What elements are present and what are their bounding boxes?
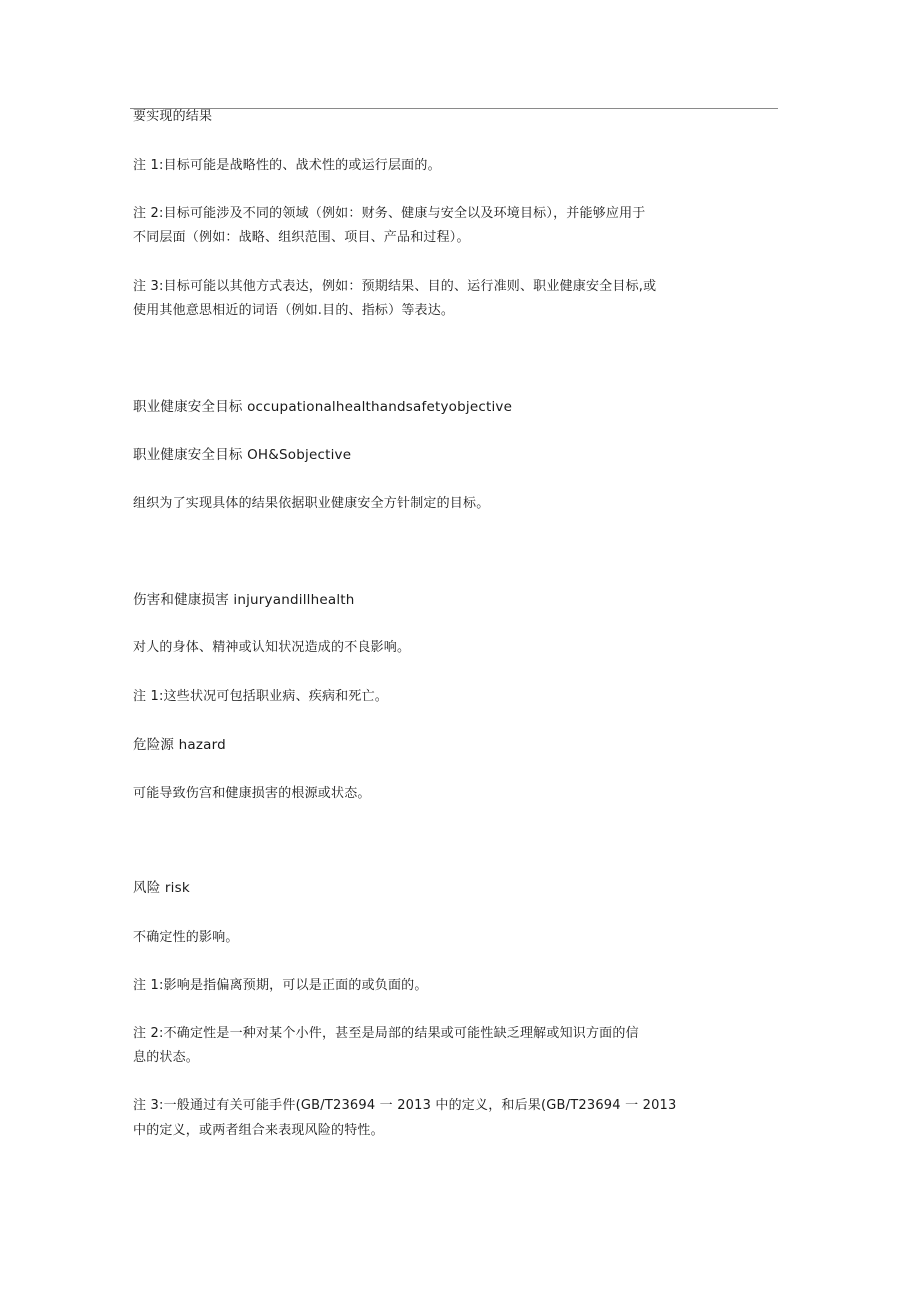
text-line: 注 1:目标可能是战略性的、战术性的或运行层面的。 [133, 158, 441, 173]
text-line: 使用其他意思相近的词语（例如.目的、指标）等表达。 [133, 303, 455, 318]
definition-text: 可能导致伤宫和健康损害的根源或状态。 [133, 786, 371, 801]
definition-text: 对人的身体、精神或认知状况造成的不良影响。 [133, 640, 411, 655]
text-line: 不同层面（例如：战略、组织范围、项目、产品和过程）。 [133, 230, 470, 245]
text-line: 注 1:这些状况可包括职业病、疾病和死亡。 [133, 689, 388, 704]
term-heading: 伤害和健康损害 injuryandillhealth [133, 592, 355, 608]
header-rule [130, 108, 778, 109]
term-heading: 职业健康安全目标 OH&Sobjective [133, 447, 352, 463]
text-line: 中的定义，或两者组合来表现风险的特性。 [133, 1123, 384, 1138]
text-line: 注 3:一般通过有关可能手件(GB/T23694 一 2013 中的定义，和后果(GB/T23694 一 2013 [133, 1098, 677, 1113]
term-heading: 风险 risk [133, 880, 190, 896]
text-line: 注 2:不确定性是一种对某个小件，甚至是局部的结果或可能性缺乏理解或知识方面的信 [133, 1026, 639, 1041]
definition-text: 不确定性的影响。 [133, 930, 239, 945]
text-line: 注 3:目标可能以其他方式表达，例如：预期结果、目的、运行准则、职业健康安全目标,或 [133, 279, 657, 294]
text-line: 注 1:影响是指偏离预期，可以是正面的或负面的。 [133, 978, 428, 993]
term-heading: 危险源 hazard [133, 737, 226, 753]
text-line: 息的状态。 [133, 1050, 200, 1065]
text-line: 注 2:目标可能涉及不同的领域（例如：财务、健康与安全以及环境目标），并能够应用于 [133, 206, 646, 221]
term-heading: 职业健康安全目标 occupationalhealthandsafetyobjective [133, 399, 513, 415]
definition-text: 组织为了实现具体的结果依据职业健康安全方针制定的目标。 [133, 496, 490, 511]
text-line: 要实现的结果 [133, 109, 213, 124]
